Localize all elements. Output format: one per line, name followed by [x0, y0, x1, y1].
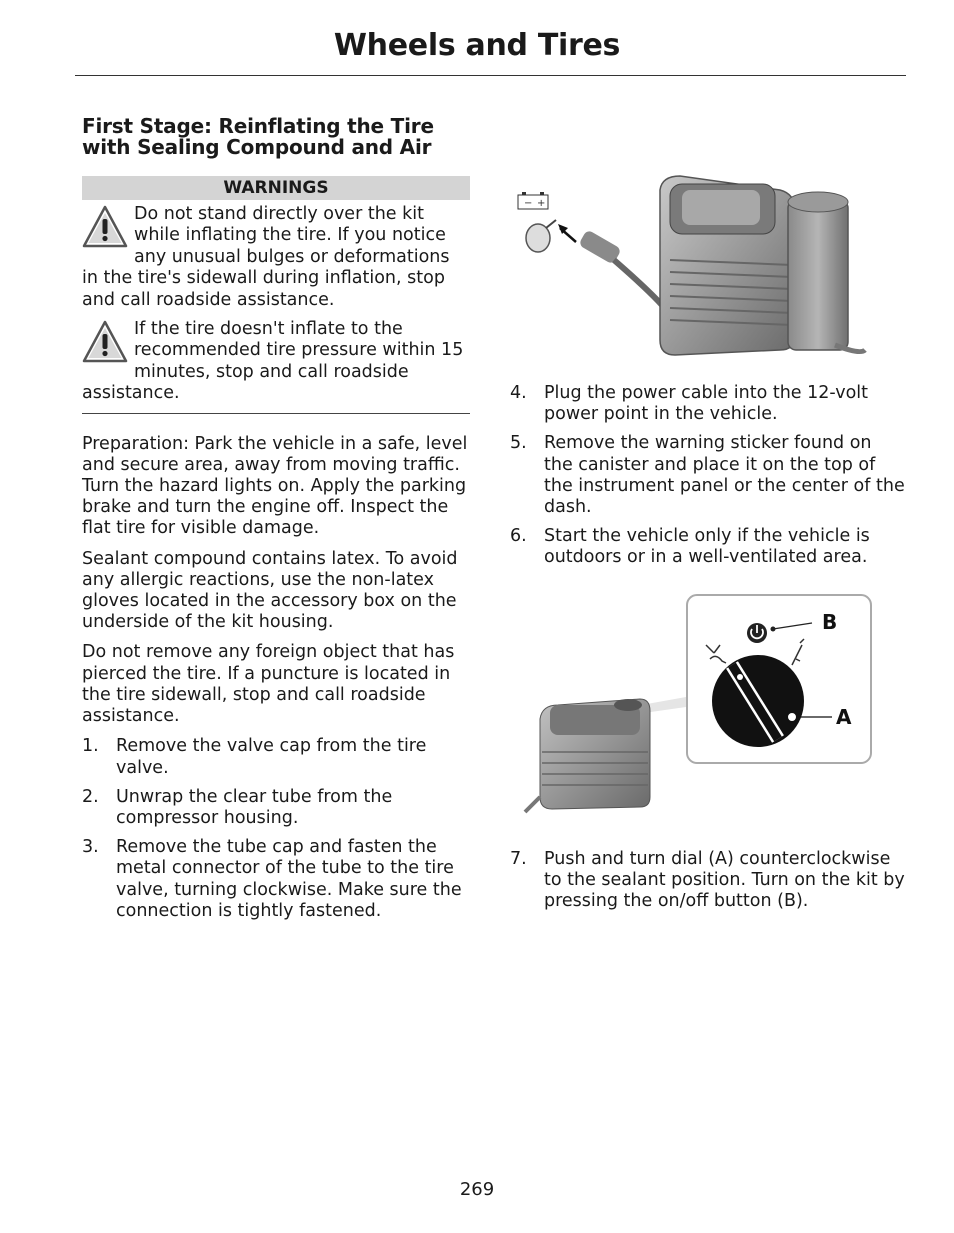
- battery-plus: +: [537, 198, 546, 209]
- warning-item: [82, 319, 470, 405]
- paragraph: Preparation: Park the vehicle in a safe, level and secure area, away from moving traffic. Turn the hazard lights on. Apply the parking brake and turn the engine off. Inspect the flat tire for visible damage.: [82, 433, 468, 539]
- warning-text: If the tire doesn't inflate to the recommended tire pressure within 15 minutes, stop and call roadside assistance.: [82, 319, 464, 404]
- warnings-divider: [82, 413, 470, 414]
- label-b: B: [822, 609, 838, 634]
- right-column: [510, 150, 905, 920]
- step-text: Remove the valve cap from the tire valve.: [116, 736, 427, 778]
- page-title: Wheels and Tires: [333, 28, 621, 63]
- step-text: Remove the warning sticker found on the canister and place it on the top of the instrument panel or the center of the dash.: [544, 433, 905, 518]
- title-divider: [75, 75, 906, 76]
- step-number: 3.: [82, 837, 99, 858]
- step-number: 5.: [510, 433, 527, 454]
- label-a: A: [836, 704, 852, 729]
- section-heading: First Stage: Reinflating the Tire with Sealing Compound and Air: [82, 114, 434, 159]
- steps-list: [82, 736, 470, 922]
- step-number: 2.: [82, 786, 99, 807]
- step-number: 7.: [510, 848, 527, 869]
- list-item: [510, 383, 905, 425]
- step-text: Start the vehicle only if the vehicle is outdoors or in a well-ventilated area.: [544, 526, 870, 568]
- list-item: [510, 849, 905, 913]
- list-item: [510, 433, 905, 518]
- warning-triangle-icon: [82, 204, 128, 250]
- step-text: Plug the power cable into the 12-volt power point in the vehicle.: [544, 383, 869, 425]
- compressor-power-illustration: [510, 150, 900, 375]
- steps-list: [510, 849, 905, 913]
- steps-list: [510, 383, 905, 569]
- battery-minus: −: [524, 198, 533, 209]
- dial-illustration: [510, 587, 900, 827]
- warning-item: [82, 204, 470, 311]
- step-text: Unwrap the clear tube from the compressor housing.: [116, 786, 393, 828]
- step-number: 6.: [510, 526, 527, 547]
- warning-triangle-icon: [82, 319, 128, 365]
- list-item: [82, 736, 470, 778]
- step-text: Push and turn dial (A) counterclockwise to the sealant position. Turn on the kit by pressing the on/off button (B).: [544, 848, 905, 912]
- list-item: [82, 787, 470, 829]
- battery-icon: [518, 192, 548, 209]
- warnings-header: WARNINGS: [82, 176, 470, 200]
- left-column: [82, 116, 470, 930]
- page-number: 269: [459, 1179, 495, 1200]
- step-text: Remove the tube cap and fasten the metal connector of the tube to the tire valve, turning clockwise. Make sure the connection is tightly fastened.: [116, 837, 462, 921]
- list-item: [82, 837, 470, 922]
- paragraph: Sealant compound contains latex. To avoid any allergic reactions, use the non-latex gloves located in the accessory box on the underside of the kit housing.: [82, 548, 458, 633]
- paragraph: Do not remove any foreign object that has pierced the tire. If a puncture is located in the tire sidewall, stop and call roadside assistance.: [82, 642, 455, 727]
- warning-text: Do not stand directly over the kit while inflating the tire. If you notice any unusual bulges or deformations in the tire's sidewall during inflation, stop and call roadside assistance.: [82, 204, 450, 310]
- list-item: [510, 526, 905, 568]
- step-number: 4.: [510, 383, 527, 403]
- step-number: 1.: [82, 736, 99, 757]
